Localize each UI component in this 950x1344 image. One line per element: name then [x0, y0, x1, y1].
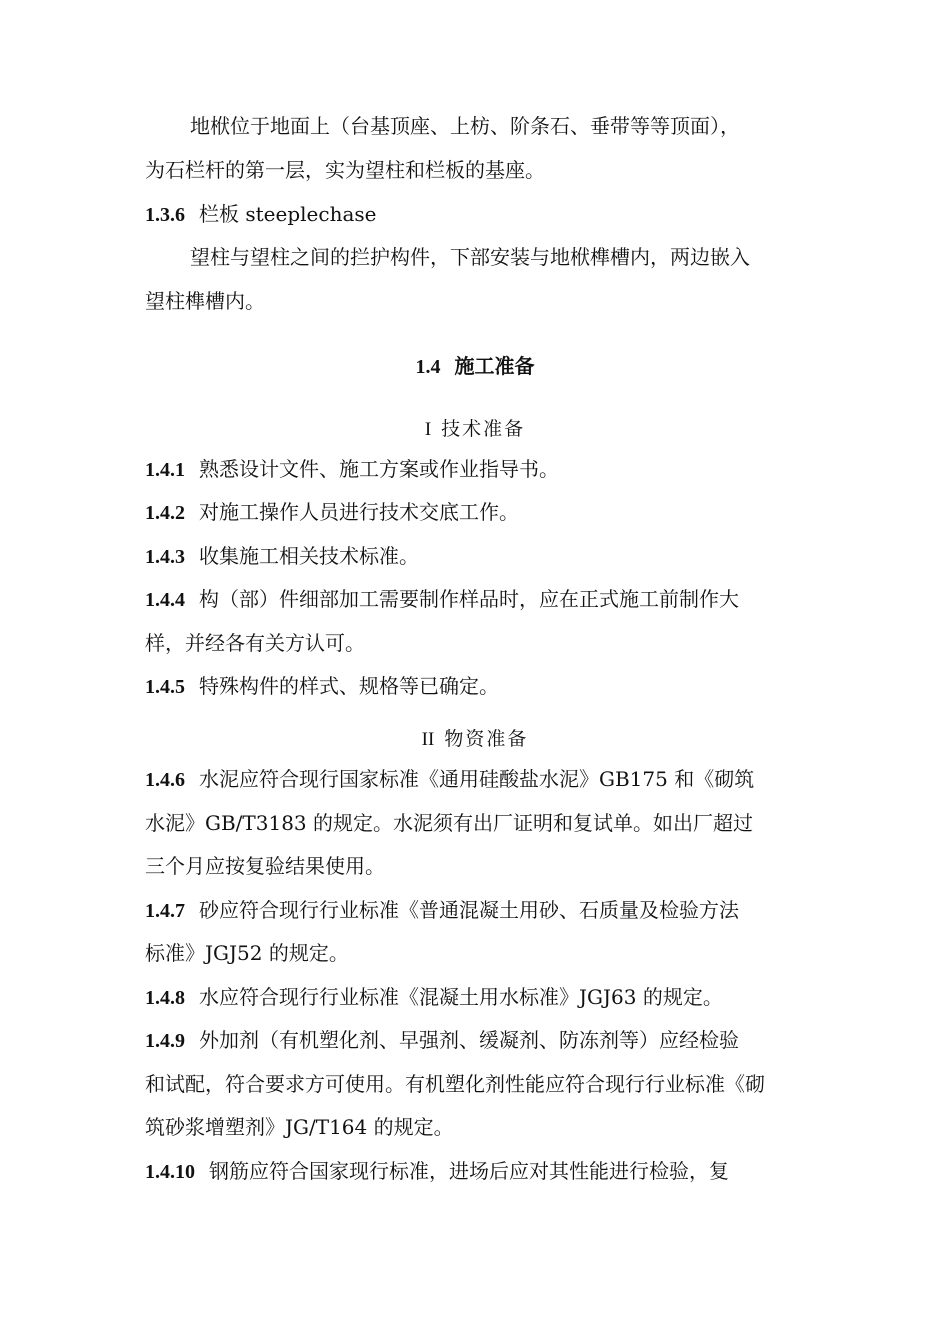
subsection-roman: II [421, 729, 435, 750]
clause-text: 砂应符合现行行业标准《普通混凝土用砂、石质量及检验方法 [199, 898, 739, 922]
clause-1-4-7 [145, 896, 815, 925]
section-heading [0, 352, 950, 381]
clause-number: 1.4.1 [145, 459, 185, 481]
clause-number: 1.4.6 [145, 769, 185, 791]
clause-number: 1.4.2 [145, 502, 185, 524]
clause-number: 1.4.3 [145, 546, 185, 568]
clause-continuation: 样，并经各有关方认可。 [145, 631, 365, 655]
clause-continuation: 水泥》GB/T3183 的规定。水泥须有出厂证明和复试单。如出厂超过 [145, 811, 754, 835]
paragraph-line: 为石栏杆的第一层，实为望柱和栏板的基座。 [145, 158, 545, 182]
clause-continuation: 和试配，符合要求方可使用。有机塑化剂性能应符合现行行业标准《砌 [145, 1072, 765, 1096]
clause-text: 对施工操作人员进行技术交底工作。 [199, 500, 519, 524]
clause-1-4-5 [145, 672, 815, 701]
clause-text: 栏板 steeplechase [199, 202, 377, 226]
subsection-title: 技术准备 [441, 418, 526, 440]
clause-continuation: 标准》JGJ52 的规定。 [145, 941, 349, 965]
paragraph-line: 望柱榫槽内。 [145, 289, 265, 313]
clause-1-4-4 [145, 585, 815, 614]
section-number: 1.4 [415, 356, 441, 378]
clause-number: 1.4.5 [145, 676, 185, 698]
clause-continuation: 三个月应按复验结果使用。 [145, 854, 385, 878]
clause-number: 1.4.7 [145, 900, 185, 922]
clause-text: 外加剂（有机塑化剂、早强剂、缓凝剂、防冻剂等）应经检验 [199, 1028, 739, 1052]
clause-1-4-3 [145, 542, 815, 571]
clause-text: 水泥应符合现行国家标准《通用硅酸盐水泥》GB175 和《砌筑 [199, 767, 755, 791]
clause-number: 1.4.4 [145, 589, 185, 611]
clause-1-4-9 [145, 1026, 815, 1055]
clause-text: 熟悉设计文件、施工方案或作业指导书。 [199, 457, 559, 481]
clause-text: 钢筋应符合国家现行标准，进场后应对其性能进行检验，复 [209, 1159, 729, 1183]
clause-1-4-1 [145, 455, 815, 484]
clause-continuation: 筑砂浆增塑剂》JG/T164 的规定。 [145, 1115, 454, 1139]
clause-number: 1.3.6 [145, 204, 185, 226]
clause-text: 水应符合现行行业标准《混凝土用水标准》JGJ63 的规定。 [199, 985, 723, 1009]
clause-number: 1.4.8 [145, 987, 185, 1009]
paragraph-line: 望柱与望柱之间的拦护构件，下部安装与地栿榫槽内，两边嵌入 [190, 245, 750, 269]
subsection-heading [0, 725, 950, 754]
subsection-title: 物资准备 [444, 728, 529, 750]
clause-1-4-8 [145, 983, 815, 1012]
clause-text: 收集施工相关技术标准。 [199, 544, 419, 568]
clause-text: 构（部）件细部加工需要制作样品时，应在正式施工前制作大 [199, 587, 739, 611]
section-title: 施工准备 [454, 354, 535, 378]
paragraph-line: 地栿位于地面上（台基顶座、上枋、阶条石、垂带等等顶面）， [190, 114, 740, 138]
clause-1-4-2 [145, 498, 815, 527]
subsection-roman: I [424, 419, 432, 440]
clause-1-4-10 [145, 1157, 815, 1186]
clause-text: 特殊构件的样式、规格等已确定。 [199, 674, 499, 698]
clause-1-3-6 [145, 200, 815, 229]
clause-number: 1.4.9 [145, 1030, 185, 1052]
clause-1-4-6 [145, 765, 815, 794]
clause-number: 1.4.10 [145, 1161, 195, 1183]
subsection-heading [0, 415, 950, 444]
